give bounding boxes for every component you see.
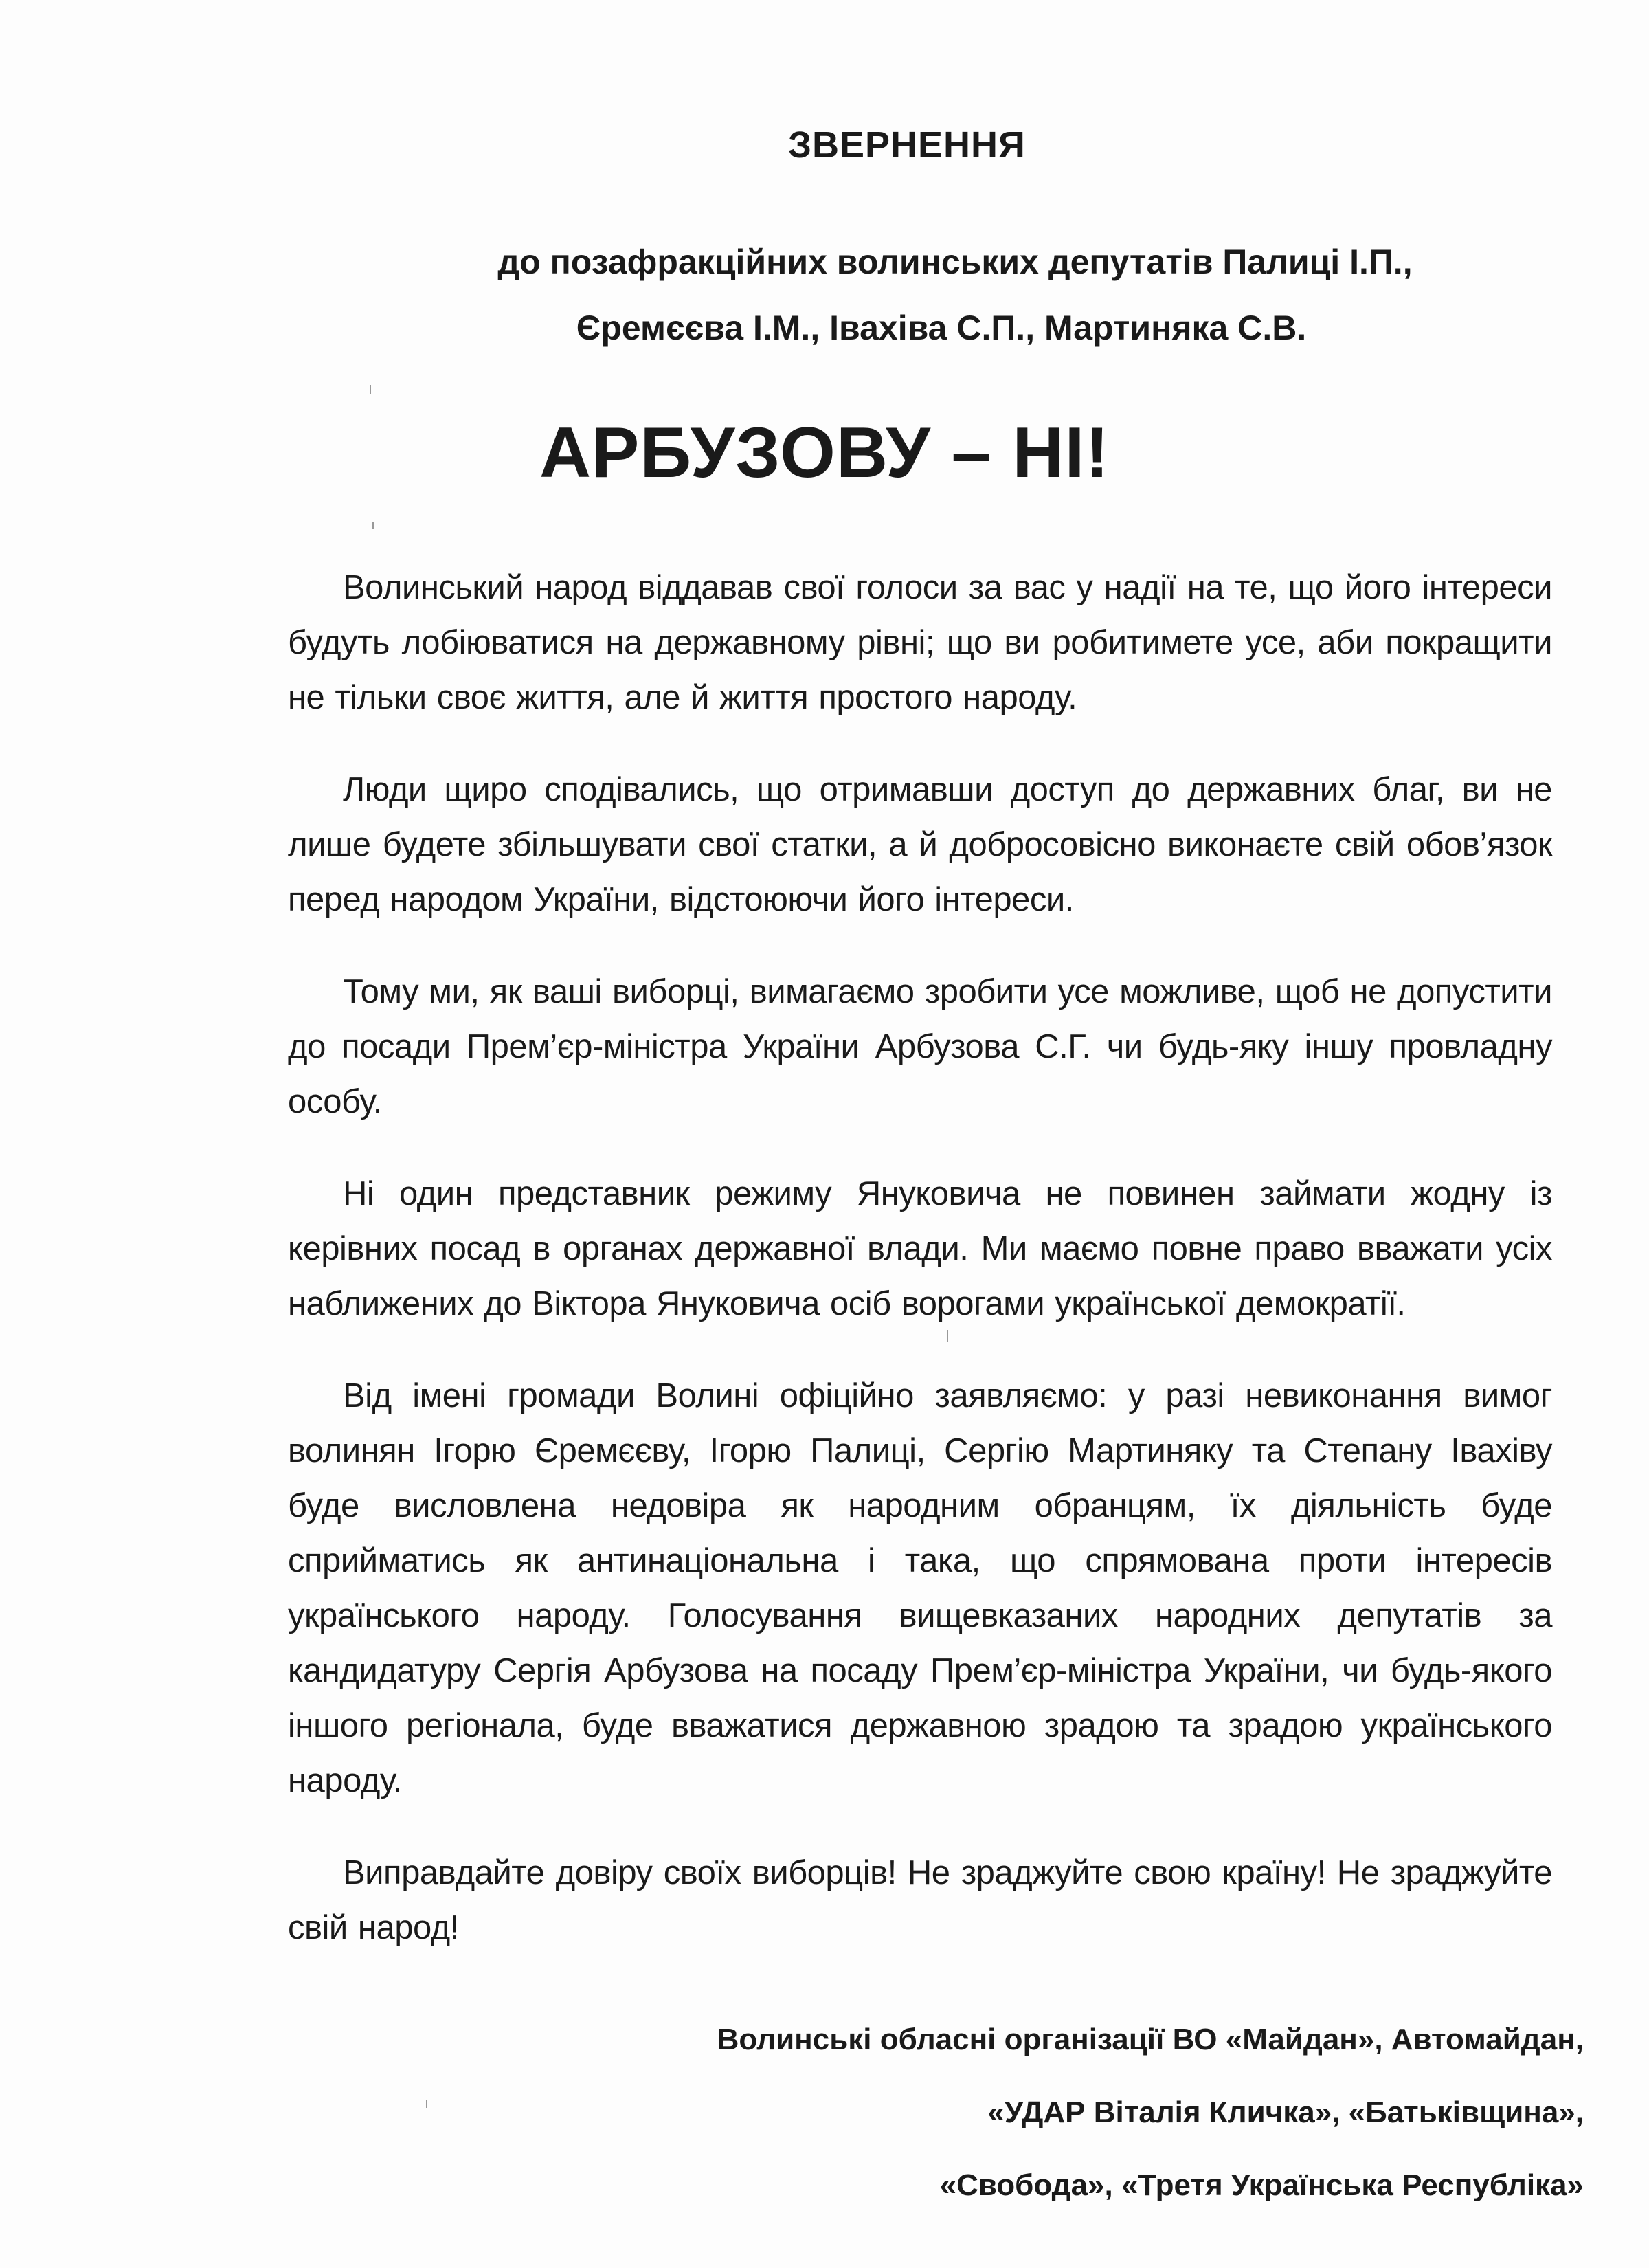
paragraph-2: Люди щиро сподівались, що отримавши доступ до державних благ, ви не лише будете збільшувати свої статки, а й добросовісно виконаєте свій обов’язок перед народом України, відстоюючи його інтереси. — [288, 771, 1552, 918]
paragraph-3: Тому ми, як ваші виборці, вимагаємо зробити усе можливе, щоб не допустити до посади Прем’єр-міністра України Арбузова С.Г. чи будь-яку іншу провладну особу. — [288, 973, 1552, 1120]
document-title: ЗВЕРНЕННЯ — [788, 124, 1026, 166]
scan-speck — [370, 385, 371, 394]
paragraph-1: Волинський народ віддавав свої голоси за вас у надії на те, що його інтереси будуть лобіюватися на державному рівні; що ви робитимете усе, аби покращити не тільки своє життя, але й життя простого народу. — [288, 569, 1552, 716]
addressee-line-2: Єремєєва І.М., Івахіва С.П., Мартиняка С.В. — [576, 309, 1307, 347]
scan-speck — [947, 1330, 948, 1342]
headline: АРБУЗОВУ – НІ! — [539, 413, 1110, 493]
addressee-line-1: до позафракційних волинських депутатів Палиці І.П., — [497, 243, 1413, 281]
paragraph-4: Ні один представник режиму Януковича не повинен займати жодну із керівних посад в органах державної влади. Ми маємо повне право вважати усіх наближених до Віктора Януковича осіб ворогами української демократії. — [288, 1175, 1552, 1322]
scan-speck — [372, 522, 374, 529]
letter-body — [288, 560, 1552, 1992]
signature-line-3: «Свобода», «Третя Українська Республіка» — [939, 2168, 1584, 2202]
scan-speck — [426, 2100, 427, 2108]
signature-block — [717, 2003, 1584, 2222]
signature-line-1: Волинські обласні організації ВО «Майдан», Автомайдан, — [717, 2023, 1584, 2056]
paragraph-6: Виправдайте довіру своїх виборців! Не зраджуйте свою країну! Не зраджуйте свій народ! — [288, 1854, 1552, 1946]
signature-line-2: «УДАР Віталія Кличка», «Батьківщина», — [987, 2095, 1584, 2129]
paragraph-5: Від імені громади Волині офіційно заявляємо: у разі невиконання вимог волинян Ігорю Єремєєву, Ігорю Палиці, Сергію Мартиняку та Степану Івахіву буде висловлена недовіра як народним обранцям, їх діяльність буде сприйматись як антинаціональна і така, що спрямована проти інтересів українського народу. Голосування вищевказаних народних депутатів за кандидатуру Сергія Арбузова на посаду Прем’єр-міністра України, чи будь-якого іншого регіонала, буде вважатися державною зрадою та зрадою українського народу. — [288, 1377, 1552, 1799]
